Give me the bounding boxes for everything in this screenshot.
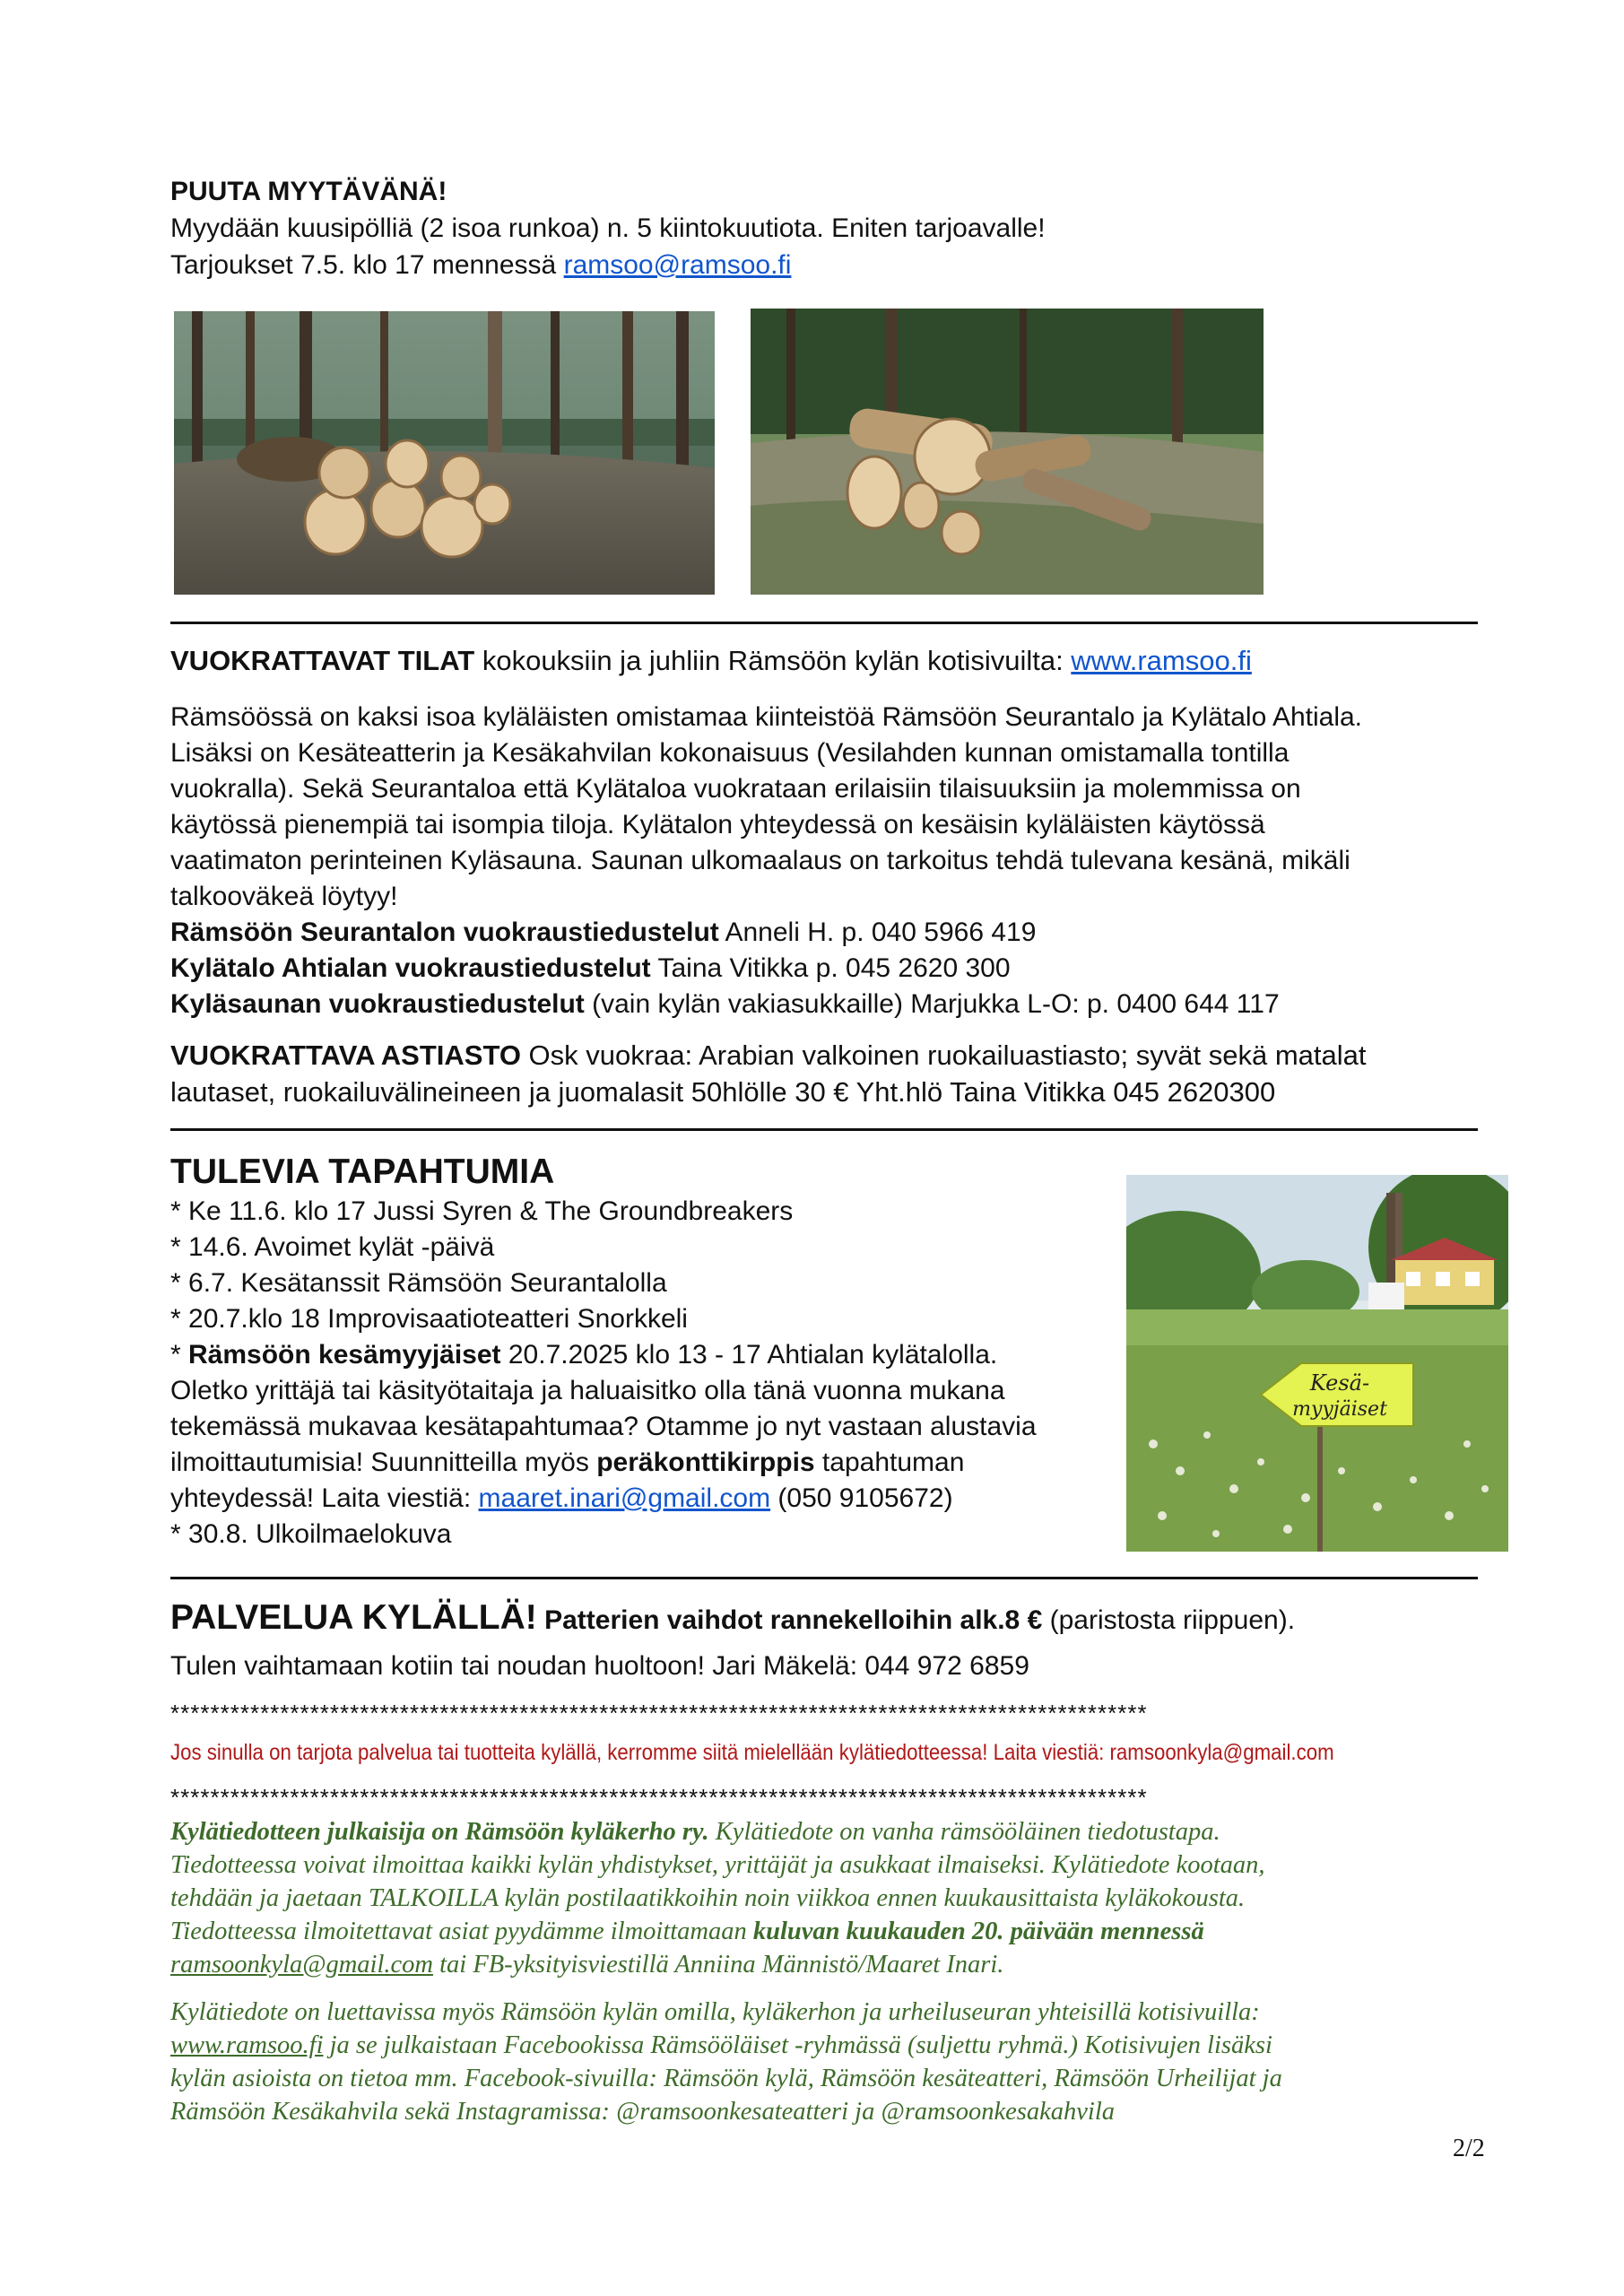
contact-kylasauna-label: Kyläsaunan vuokraustiedustelut xyxy=(170,989,585,1019)
spaces-body-line: talkooväkeä löytyy! xyxy=(170,882,398,911)
publisher-paragraph xyxy=(170,1815,1498,1981)
contact-kylatalo-label: Kylätalo Ahtialan vuokraustiedustelut xyxy=(170,953,651,983)
publisher-line1-rest: Kylätiedote on vanha rämsööläinen tiedotustapa. xyxy=(708,1818,1220,1846)
publisher-deadline-text: Tiedotteessa ilmoitettavat asiat pyydämme ilmoittamaan xyxy=(170,1918,753,1945)
divider-2 xyxy=(170,1128,1478,1131)
divider-3 xyxy=(170,1577,1478,1579)
publisher-line xyxy=(170,1815,1498,1848)
service-line1 xyxy=(170,1598,1295,1638)
service-line2: Tulen vaihtamaan kotiin tai noudan huoltoon! Jari Mäkelä: 044 972 6859 xyxy=(170,1651,1029,1681)
events-list xyxy=(170,1194,1037,1552)
publisher-name: Kylätiedotteen julkaisija on Rämsöön kyläkerho ry. xyxy=(170,1818,709,1846)
market-kirppis: peräkonttikirppis xyxy=(596,1448,815,1477)
market-text-line xyxy=(170,1481,1037,1517)
market-phone: (050 9105672) xyxy=(770,1483,953,1513)
event-item: * 6.7. Kesätanssit Rämsöön Seurantalolla xyxy=(170,1268,667,1298)
events-heading: TULEVIA TAPAHTUMIA xyxy=(170,1152,555,1191)
wood-line2-text: Tarjoukset 7.5. klo 17 mennessä xyxy=(170,250,564,280)
log-pile-photo-2 xyxy=(751,309,1264,595)
spaces-heading-line xyxy=(170,643,1252,679)
spaces-body-line: vuokralla). Sekä Seurantaloa että Kylätaloa vuokrataan erilaisiin tilaisuuksiin ja molemmissa on xyxy=(170,774,1301,804)
spaces-body xyxy=(170,700,1362,1022)
stars-divider-2: ************************************************************************************************** xyxy=(170,1784,1148,1811)
contact-seurantalo-label: Rämsöön Seurantalon vuokraustiedustelut xyxy=(170,918,719,947)
publisher-line: tehdään ja jaetaan TALKOILLA kylän postilaatikkoihin noin viikkoa ennen kuukausittaista kyläkokousta. xyxy=(170,1884,1246,1912)
contact-kylatalo xyxy=(170,951,1362,987)
dishes-line1 xyxy=(170,1038,1366,1074)
market-details: 20.7.2025 klo 13 - 17 Ahtialan kylätalolla. xyxy=(500,1340,998,1370)
log-pile-photo-1 xyxy=(174,311,715,595)
website-line2-text: ja se julkaistaan Facebookissa Rämsööläiset -ryhmässä (suljettu ryhmä.) Kotisivujen lisäksi xyxy=(323,2031,1272,2059)
wood-line1: Myydään kuusipölliä (2 isoa runkoa) n. 5 kiintokuutiota. Eniten tarjoavalle! xyxy=(170,213,1046,243)
contact-kylasauna xyxy=(170,987,1362,1022)
stars-divider-1: ************************************************************************************************** xyxy=(170,1700,1148,1726)
divider-1 xyxy=(170,622,1478,624)
contact-kylasauna-info: (vain kylän vakiasukkaille) Marjukka L-O: p. 0400 644 117 xyxy=(584,989,1280,1019)
event-item: * 30.8. Ulkoilmaelokuva xyxy=(170,1519,452,1549)
website-line xyxy=(170,2029,1498,2062)
market-bullet: * xyxy=(170,1340,189,1370)
market-sign-text-bottom: myyjäiset xyxy=(1292,1398,1387,1421)
market-msg-text: yhteydessä! Laita viestiä: xyxy=(170,1483,479,1513)
contact-seurantalo-info: Anneli H. p. 040 5966 419 xyxy=(718,918,1037,947)
event-item: * 14.6. Avoimet kylät -päivä xyxy=(170,1232,495,1262)
market-email-link[interactable]: maaret.inari@gmail.com xyxy=(478,1483,771,1513)
market-sign-text-top: Kesä- xyxy=(1309,1370,1370,1396)
contact-kylatalo-info: Taina Vitikka p. 045 2620 300 xyxy=(650,953,1011,983)
spaces-heading: VUOKRATTAVAT TILAT xyxy=(170,645,475,676)
publisher-contact-text: tai FB-yksityisviestillä Anniina Männistö/Maaret Inari. xyxy=(432,1951,1004,1979)
wood-heading: PUUTA MYYTÄVÄNÄ! xyxy=(170,177,447,206)
spaces-body-line: vaatimaton perinteinen Kyläsauna. Saunan ulkomaalaus on tarkoitus tehdä tulevana kesänä, mikäli xyxy=(170,846,1350,875)
page-number: 2/2 xyxy=(1453,2135,1485,2162)
website-line: Kylätiedote on luettavissa myös Rämsöön kylän omilla, kyläkerhon ja urheiluseuran yhteisillä kotisivuilla: xyxy=(170,1998,1260,2026)
red-notice: Jos sinulla on tarjota palvelua tai tuotteita kylällä, kerromme siitä mielellään kylätiedotteessa! Laita viestiä: ramsoonkyla@gmail.com xyxy=(170,1740,1334,1765)
market-ilmo-text: ilmoittautumisia! Suunnitteilla myös xyxy=(170,1448,597,1477)
service-offer: Patterien vaihdot rannekelloihin alk.8 € xyxy=(536,1605,1043,1635)
spaces-body-line: Rämsöössä on kaksi isoa kyläläisten omistamaa kiinteistöä Rämsöön Seurantalo ja Kylätalo Ahtiala. xyxy=(170,702,1363,732)
market-text-line: tekemässä mukavaa kesätapahtumaa? Otamme jo nyt vastaan alustavia xyxy=(170,1412,1037,1441)
spaces-body-line: käytössä pienempiä tai isompia tiloja. Kylätalon yhteydessä on kesäisin kyläläisten käytössä xyxy=(170,810,1265,839)
dishes-line1-text: Osk vuokraa: Arabian valkoinen ruokailuastiasto; syvät sekä matalat xyxy=(520,1039,1367,1071)
market-text-line xyxy=(170,1445,1037,1481)
website-url-link[interactable]: www.ramsoo.fi xyxy=(170,2031,324,2059)
service-heading: PALVELUA KYLÄLLÄ! xyxy=(170,1598,537,1637)
spaces-url-link[interactable]: www.ramsoo.fi xyxy=(1071,645,1252,676)
website-paragraph xyxy=(170,1996,1498,2128)
publisher-line xyxy=(170,1948,1498,1981)
market-text-line: Oletko yrittäjä tai käsityötaitaja ja haluaisitko olla tänä vuonna mukana xyxy=(170,1376,1005,1405)
service-offer-note: (paristosta riippuen). xyxy=(1042,1605,1296,1635)
website-line: Rämsöön Kesäkahvila sekä Instagramissa: @ramsoonkesateatteri ja @ramsoonkesakahvila xyxy=(170,2098,1115,2126)
contact-seurantalo xyxy=(170,915,1362,951)
dishes-line2: lautaset, ruokailuvälineineen ja juomalasit 50hlölle 30 € Yht.hlö Taina Vitikka 045 2620300 xyxy=(170,1076,1276,1108)
event-item: * 20.7.klo 18 Improvisaatioteatteri Snorkkeli xyxy=(170,1304,688,1334)
market-ilmo-rest: tapahtuman xyxy=(814,1448,965,1477)
market-title: Rämsöön kesämyyjäiset xyxy=(188,1340,501,1370)
publisher-deadline: kuluvan kuukauden 20. päivään mennessä xyxy=(752,1918,1204,1945)
market-sign-photo xyxy=(1126,1175,1508,1552)
event-item: * Ke 11.6. klo 17 Jussi Syren & The Groundbreakers xyxy=(170,1196,794,1226)
dishes-heading: VUOKRATTAVA ASTIASTO xyxy=(170,1039,521,1071)
website-line: kylän asioista on tietoa mm. Facebook-sivuilla: Rämsöön kylä, Rämsöön kesäteatteri, Rämsöön Urheilijat ja xyxy=(170,2065,1282,2092)
publisher-line: Tiedotteessa voivat ilmoittaa kaikki kylän yhdistykset, yrittäjät ja asukkaat ilmaiseksi. Kylätiedote kootaan, xyxy=(170,1851,1265,1879)
event-item-market xyxy=(170,1337,1037,1373)
publisher-line xyxy=(170,1915,1498,1948)
wood-email-link[interactable]: ramsoo@ramsoo.fi xyxy=(563,250,792,280)
wood-line2 xyxy=(170,248,791,283)
spaces-body-line: Lisäksi on Kesäteatterin ja Kesäkahvilan kokonaisuus (Vesilahden kunnan omistamalla tontilla xyxy=(170,738,1290,768)
spaces-heading-rest: kokouksiin ja juhliin Rämsöön kylän kotisivuilta: xyxy=(474,645,1072,676)
publisher-email-link[interactable]: ramsoonkyla@gmail.com xyxy=(170,1951,433,1979)
